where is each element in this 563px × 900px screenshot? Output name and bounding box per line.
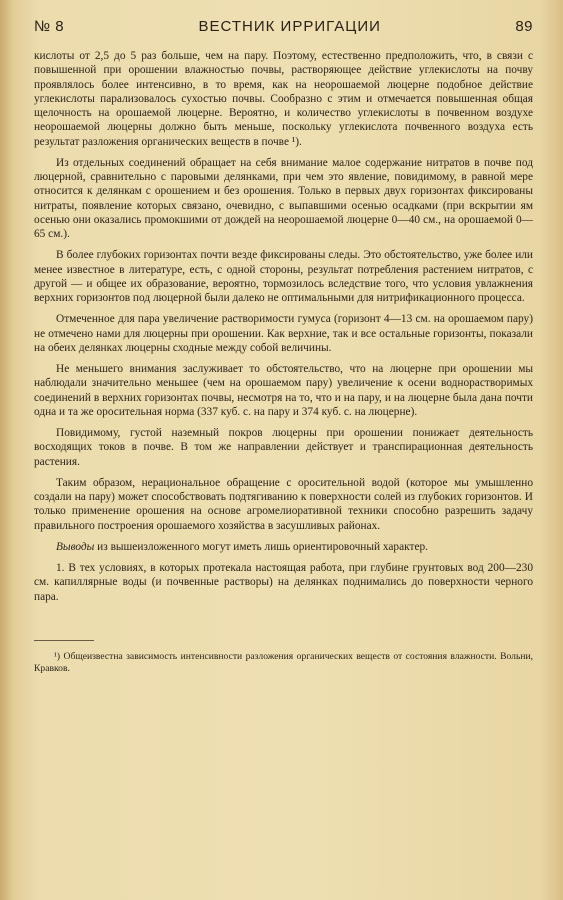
footnote: ¹) Общеизвестна зависимость интенсивности разложения органических веществ от состояния влажности. Вольни, Кравков. xyxy=(34,650,533,675)
page-number: 89 xyxy=(515,18,533,35)
footnote-divider xyxy=(34,640,94,641)
journal-title: ВЕСТНИК ИРРИГАЦИИ xyxy=(198,18,381,35)
conclusions-heading: Выводы xyxy=(56,540,95,553)
issue-number: № 8 xyxy=(34,18,65,35)
paragraph-2: Из отдельных соединений обращает на себя внимание малое содержание нитратов в почве под люцерной, сравнительно с паровыми делянками, при чем это явление, повидимому, в равной мере относится к делянкам с орошением и без орошения. Только в первых двух горизонтах фиксированы нитраты, появление которых связано, очевидно, с выпавшими осенью осадками (при вскрытии ям осенью они оказались промокшими от дождей на неорошаемой люцерне 0—40 см., на орошаемой 0—65 см.). xyxy=(34,156,533,240)
paragraph-4: Отмеченное для пара увеличение растворимости гумуса (горизонт 4—13 см. на орошаемом пару) не отмечено нами для люцерны при орошении. Как верхние, так и все остальные горизонты, показали на обеих делянках люцерны сходные между собой величины. xyxy=(34,313,533,354)
paragraph-5: Не меньшего внимания заслуживает то обстоятельство, что на люцерне при орошении мы наблюдали значительно меньшее (чем на орошаемом пару) увеличение к осени воднорастворимых соединений в верхних горизонтах почвы, несмотря на то, что и на пару, и на люцерне была дана почти одна и та же оросительная норма (337 куб. с. на пару и 374 куб. с. на люцерне). xyxy=(34,363,533,418)
paragraph-3: В более глубоких горизонтах почти везде фиксированы следы. Это обстоятельство, уже более или менее известное в литературе, есть, с одной стороны, результат потребления растением нитратов, с другой — и общее их образование, вероятно, тормозилось вследствие того, что условия увлажнения верхних горизонтов под люцерной были далеко не оптимальными для нитрификационного процесса. xyxy=(34,249,533,304)
conclusions-intro: Выводы из вышеизложенного могут иметь лишь ориентировочный характер. xyxy=(56,540,429,553)
footnote-ref: ¹). xyxy=(291,135,302,148)
page-header xyxy=(34,18,533,35)
article-body xyxy=(34,49,533,604)
paragraph-1: кислоты от 2,5 до 5 раз больше, чем на пару. Поэтому, естественно предположить, что, в связи с повышенной при орошении влажностью почвы, растворяющее действие углекислоты на почву проявлялось более интенсивно, в то время, как на неорошаемой люцерне подобное действие углекислоты парализовалось сухостью почвы. Сообразно с этим и отмечается повышенная общая щелочность на орошаемой люцерне. Вероятно, и количество углекислоты в почвенном воздухе неорошаемой люцерны должно быть меньше, поскольку углекислота почвенного воздуха есть результат разложения органических веществ в почве ¹). xyxy=(34,50,533,148)
paragraph-7: Таким образом, нерациональное обращение с оросительной водой (которое мы умышленно создали на пару) может способствовать подтягиванию к поверхности солей из глубоких горизонтов. И только применение орошения на основе агромелиоративной техники способно разрешить задачу правильного построения орошаемого хозяйства в засушливых районах. xyxy=(34,476,533,532)
conclusion-point-1: 1. В тех условиях, в которых протекала настоящая работа, при глубине грунтовых вод 200—230 см. капиллярные воды (и почвенные растворы) на делянках поднимались до поверхности черного пара. xyxy=(34,562,533,603)
paragraph-6: Повидимому, густой наземный покров люцерны при орошении понижает деятельность восходящих токов в почве. В том же направлении действует и транспирационная деятельность растения. xyxy=(34,427,533,468)
